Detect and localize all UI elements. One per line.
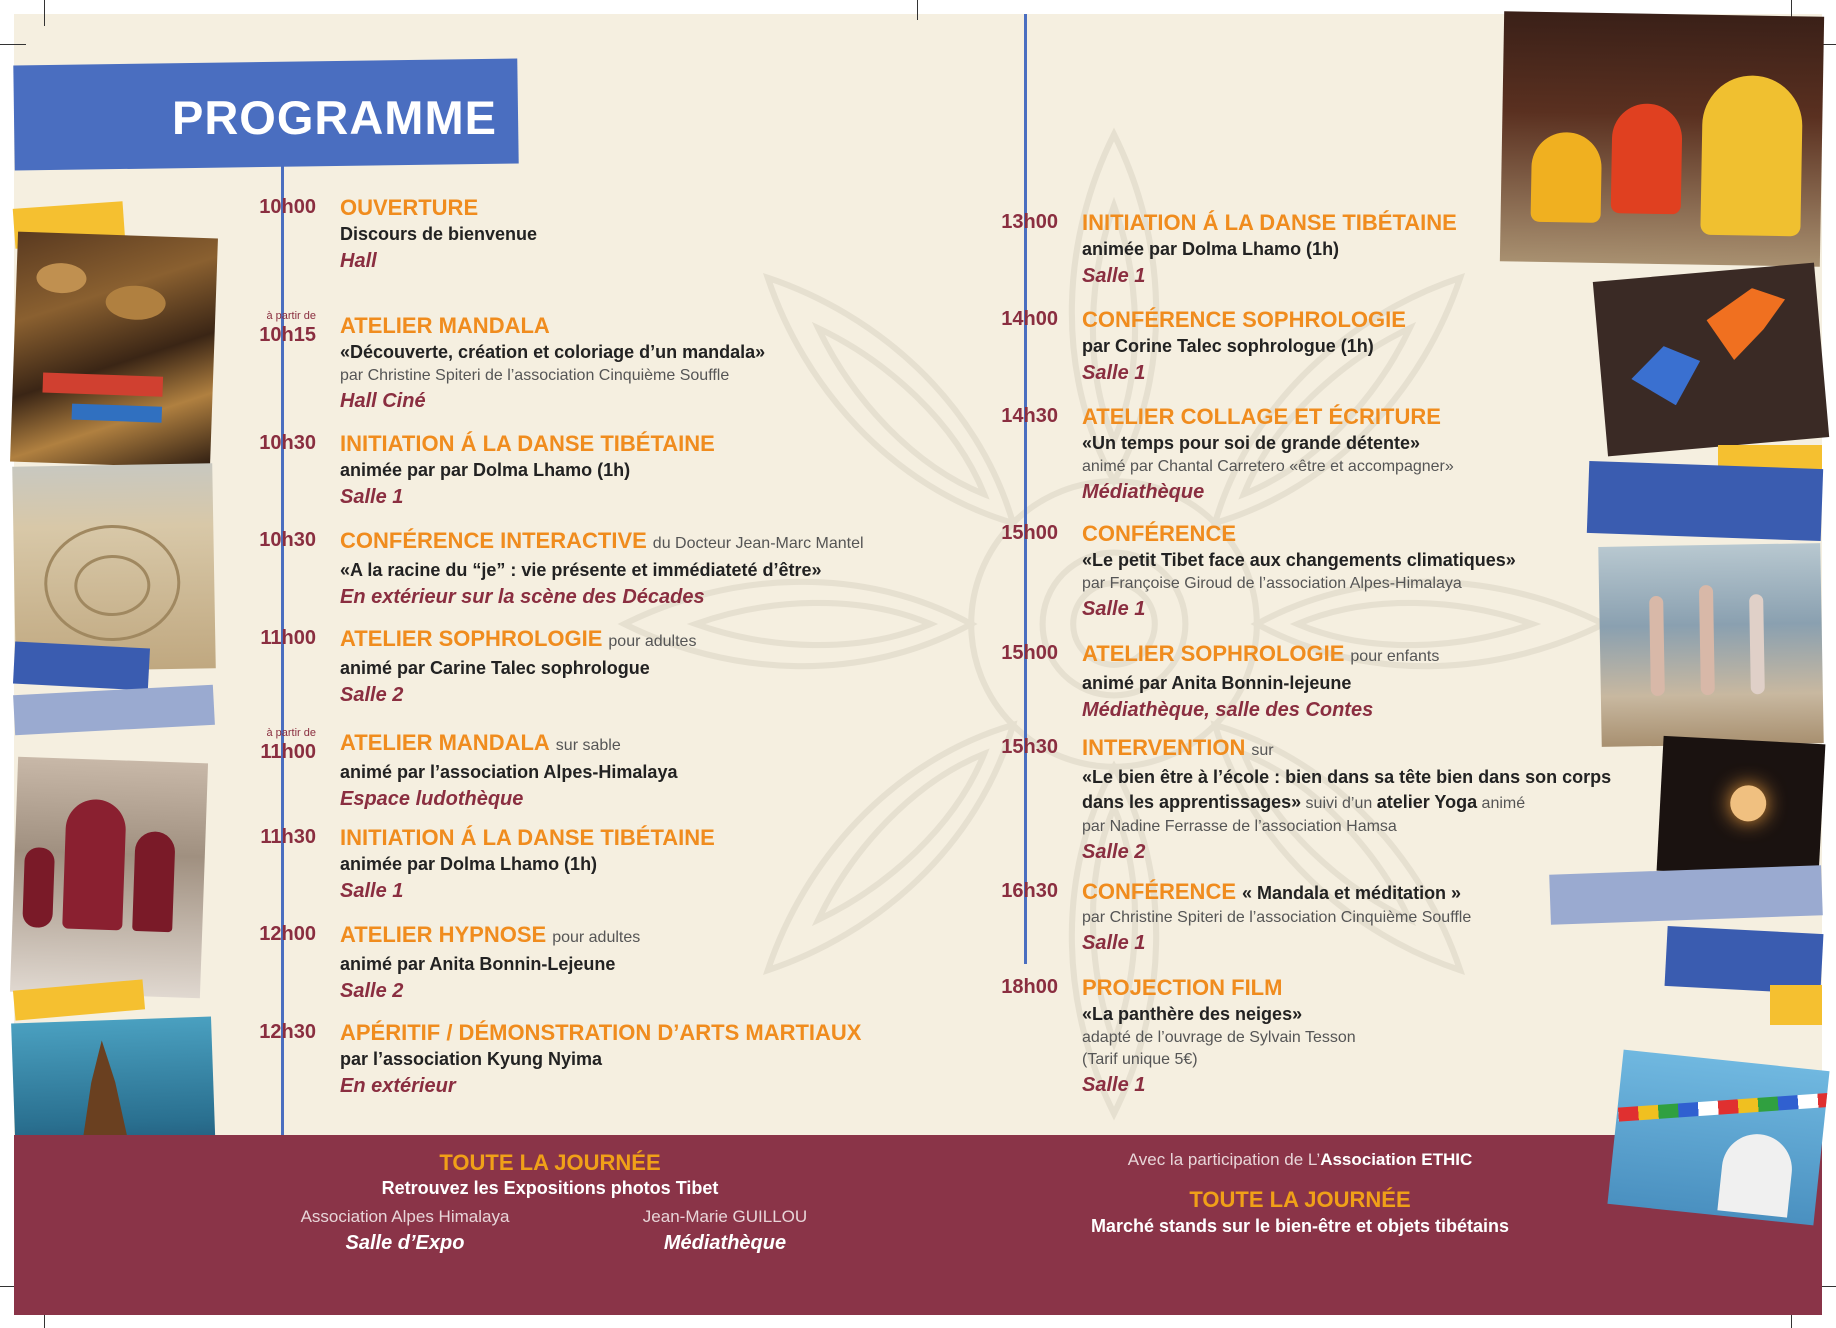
event-title: ATELIER HYPNOSE [340,922,547,947]
event-title: ATELIER SOPHROLOGIE [340,626,603,651]
participation-association: Association ETHIC [1320,1150,1473,1169]
event-time: 14h30 [1001,405,1058,427]
event-body [340,921,640,1005]
event-body [1082,734,1611,866]
event-location: Salle 1 [340,880,404,902]
event-title-line [340,729,677,760]
event-time: 14h00 [1001,308,1058,330]
event-title: CONFÉRENCE SOPHROLOGIE [1082,307,1406,332]
event-title: INITIATION Á LA DANSE TIBÉTAINE [1082,210,1457,235]
yellow-strip [1770,985,1822,1025]
event-time: 10h30 [259,432,316,454]
event-time: 15h30 [1001,736,1058,758]
event-body [1082,974,1356,1099]
event-title-line [1082,734,1611,765]
event-title-line [340,312,765,340]
sand-mandala-photo [12,463,216,671]
event-detail: animée par Dolma Lhamo (1h) [340,854,598,874]
event-time: 12h30 [259,1021,316,1043]
event-title: INITIATION Á LA DANSE TIBÉTAINE [340,825,715,850]
event-detail: Discours de bienvenue [340,224,538,244]
event-title: ATELIER SOPHROLOGIE [1082,641,1345,666]
event-time: 11h00 [260,741,316,763]
event-title: APÉRITIF / DÉMONSTRATION D’ARTS MARTIAUX [340,1020,862,1045]
event-body [340,527,864,611]
event-detail: «Le bien être à l’école : bien dans sa tête bien dans son corps [1082,767,1612,787]
page-title: PROGRAMME [172,91,497,144]
event-location: Salle 1 [1082,362,1146,384]
event-title-line [340,824,715,852]
event-location: Hall [340,250,377,272]
event-title: CONFÉRENCE [1082,879,1237,904]
event-detail: animé par Anita Bonnin-Lejeune [340,954,616,974]
event-detail: animée par Dolma Lhamo (1h) [1082,239,1340,259]
event-body [340,194,537,275]
event-title-line [1082,974,1356,1002]
event-location: Médiathèque, salle des Contes [1082,699,1374,721]
event-detail: dans les apprentissages» suivi d’un atelier Yoga animé [1082,792,1526,812]
tibetan-dancers-photo [1500,11,1824,267]
projector-photo [1657,736,1826,879]
blue-strip [13,641,150,690]
event-body [340,625,696,709]
event-title-line [1082,520,1516,548]
event-title: ATELIER COLLAGE ET ÉCRITURE [1082,404,1441,429]
event-detail: animé par Chantal Carretero «être et accompagner» [1082,458,1454,475]
event-detail: (Tarif unique 5€) [1082,1051,1198,1068]
event-time: 15h00 [1001,522,1058,544]
prayer-flags-photo [1607,1050,1829,1226]
time-prefix: à partir de [266,310,316,322]
event-body [340,430,715,511]
event-title-extra: sur [1251,742,1274,759]
event-title-line [340,921,640,952]
event-body [1082,520,1516,623]
event-title-line [340,527,864,558]
footer-right-subheading: Marché stands sur le bien-être et objets tibétains [1090,1216,1510,1236]
event-detail: par Françoise Giroud de l’association Alpes-Himalaya [1082,575,1462,592]
event-location: Salle 2 [340,980,404,1002]
event-location: Salle 1 [1082,1074,1146,1096]
event-title-line [340,194,537,222]
footer-right-heading: TOUTE LA JOURNÉE [1189,1187,1411,1212]
event-title-line [1082,306,1406,334]
event-title: INTERVENTION [1082,735,1246,760]
event-title-extra: pour adultes [552,929,641,946]
event-location: Espace ludothèque [340,788,524,810]
event-title-line [340,625,696,656]
origami-photo [1593,263,1829,457]
event-title: CONFÉRENCE INTERACTIVE [340,528,647,553]
event-time: 10h30 [259,529,316,551]
event-title-line [1082,878,1471,907]
event-detail: «Un temps pour soi de grande détente» [1082,433,1421,453]
blue-strip [1587,461,1823,541]
footer-exhibitor-2: Jean-Marie GUILLOU [642,1207,808,1226]
event-location: Salle 1 [340,486,404,508]
event-detail: par Christine Spiteri de l’association Cinquième Souffle [1082,909,1472,926]
event-title-extra: « Mandala et méditation » [1242,883,1462,903]
event-title: PROJECTION FILM [1082,975,1283,1000]
event-detail: par Corine Talec sophrologue (1h) [1082,336,1374,356]
event-time: 15h00 [1001,642,1058,664]
event-title-extra: pour adultes [608,633,697,650]
event-location: Salle 1 [1082,598,1146,620]
event-body [1082,403,1454,506]
footer-left-heading: TOUTE LA JOURNÉE [439,1150,661,1175]
event-body [340,824,715,905]
footer-location-2: Médiathèque [663,1232,787,1254]
footer-location-1: Salle d’Expo [345,1232,465,1254]
event-title: INITIATION Á LA DANSE TIBÉTAINE [340,431,715,456]
event-detail: par l’association Kyung Nyima [340,1049,603,1069]
event-detail: «Découverte, création et coloriage d’un mandala» [340,342,766,362]
event-detail: animé par Carine Talec sophrologue [340,658,650,678]
event-detail: par Nadine Ferrasse de l’association Hamsa [1082,818,1397,835]
event-title: ATELIER MANDALA [340,730,550,755]
event-title-extra: sur sable [555,737,621,754]
time-prefix: à partir de [266,727,316,739]
event-time: 10h00 [259,196,316,218]
event-title: CONFÉRENCE [1082,521,1237,546]
event-body [1082,640,1439,724]
event-time: 10h15 [259,324,316,346]
footer-exhibitor-1: Association Alpes Himalaya [300,1207,510,1226]
event-time: 18h00 [1001,976,1058,998]
event-detail: animé par l’association Alpes-Himalaya [340,762,678,782]
beach-yoga-photo [1598,543,1823,747]
event-location: Salle 2 [1082,841,1146,863]
blue-strip [1665,926,1824,994]
monks-photo [10,757,208,998]
event-time: 16h30 [1001,880,1058,902]
event-location: Salle 1 [1082,932,1146,954]
event-detail: «A la racine du “je” : vie présente et immédiateté d’être» [340,560,822,580]
event-title-line [340,1019,861,1047]
event-detail: «La panthère des neiges» [1082,1004,1303,1024]
event-time: 11h00 [260,627,316,649]
event-location: Salle 1 [1082,265,1146,287]
event-body [340,312,765,415]
event-title-extra: du Docteur Jean-Marc Mantel [652,535,864,552]
event-body [340,729,677,813]
event-title-line [340,430,715,458]
event-time: 11h30 [260,826,316,848]
event-title-line [1082,209,1457,237]
event-detail: animé par Anita Bonnin-lejeune [1082,673,1352,693]
event-title: OUVERTURE [340,195,479,220]
event-location: Médiathèque [1082,481,1205,503]
singing-bowls-photo [10,232,218,469]
event-location: En extérieur [340,1075,456,1097]
event-detail: «Le petit Tibet face aux changements climatiques» [1082,550,1516,570]
event-body [1082,306,1406,387]
footer-left-subheading: Retrouvez les Expositions photos Tibet [381,1178,719,1198]
event-location: En extérieur sur la scène des Décades [340,586,705,608]
event-location: Salle 2 [340,684,404,706]
event-body [1082,209,1457,290]
event-time: 13h00 [1001,211,1058,233]
event-title: ATELIER MANDALA [340,313,550,338]
footer-participation: Avec la participation de L’Association ETHIC [1127,1150,1473,1169]
event-location: Hall Ciné [340,390,426,412]
event-detail: animée par par Dolma Lhamo (1h) [340,460,631,480]
event-title-line [1082,403,1454,431]
event-detail: adapté de l’ouvrage de Sylvain Tesson [1082,1029,1356,1046]
event-body [340,1019,861,1100]
event-title-extra: pour enfants [1350,648,1440,665]
lavender-strip [1549,865,1823,924]
event-detail: par Christine Spiteri de l’association Cinquième Souffle [340,367,730,384]
event-body [1082,878,1471,957]
right-timeline [1024,14,1027,964]
event-time: 12h00 [259,923,316,945]
event-title-line [1082,640,1439,671]
